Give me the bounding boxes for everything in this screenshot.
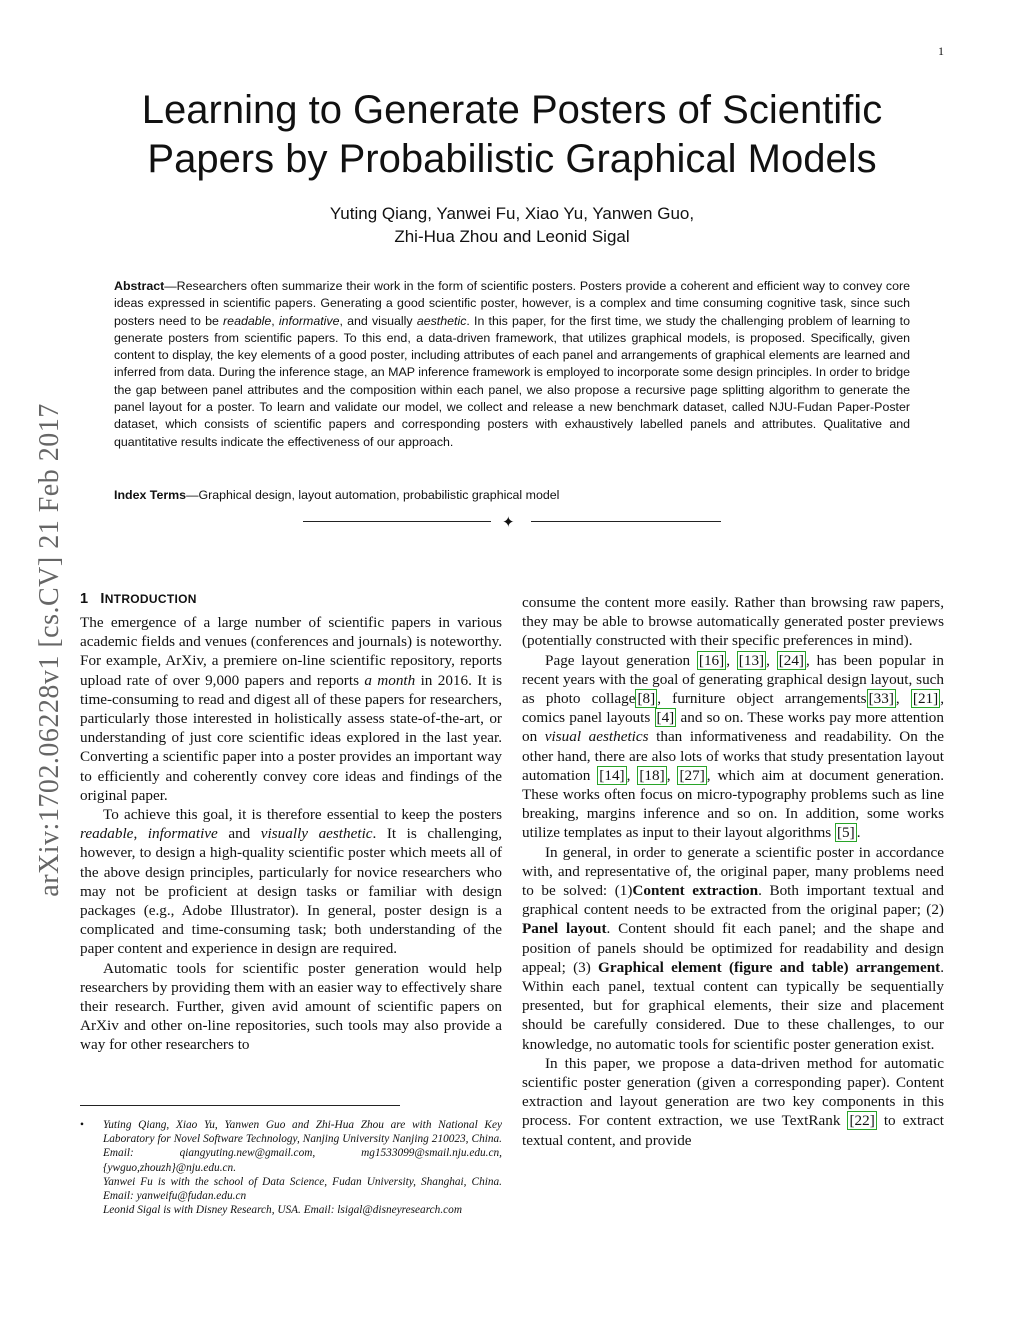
abstract-text: , <box>271 313 279 328</box>
footnote-line: Leonid Sigal is with Disney Research, USA. Email: lsigal@disneyresearch.com <box>103 1204 462 1217</box>
paragraph-text: The emergence of a large number of scientific papers in various academic fields and venues (conferences and journals) is noteworthy. For example, ArXiv, a premiere on-line scientific repository, reports upload rate of over 9,000 papers and reports <box>80 614 502 689</box>
paragraph-text: and so on. These works pay more attention on <box>522 709 944 746</box>
index-terms <box>114 487 910 504</box>
paragraph-text: , furniture object arrangements <box>657 690 867 708</box>
title-line-1: Learning to Generate Posters of Scientific <box>141 88 883 132</box>
section-title-cap: I <box>100 591 105 607</box>
abstract <box>114 278 910 451</box>
paragraph <box>80 805 502 959</box>
paragraph-text: Page layout generation <box>545 651 697 669</box>
paragraph-text: . <box>856 824 861 842</box>
citation-link[interactable]: [13] <box>738 651 765 669</box>
footnote-line: Yuting Qiang, Xiao Yu, Yanwen Guo and Zhi-Hua Zhou are with National Key Laboratory for Novel Software Technology, Nanjing University Nanjing 210023, China. Email: qiangyuting.new@gmail.com, mg1533099@smail.nju.edu.cn, {ywguo,zhouzh}@nju.edu.cn. <box>103 1119 502 1174</box>
paragraph-em: visually aesthetic <box>260 825 373 843</box>
divider-rule-right <box>531 521 721 522</box>
section-divider <box>303 512 721 532</box>
abstract-dash: — <box>164 279 177 293</box>
paragraph-em: visual aesthetics <box>544 728 649 746</box>
citation-link[interactable]: [4] <box>656 709 675 727</box>
left-column <box>80 591 502 1055</box>
citation-link[interactable]: [8] <box>637 690 656 708</box>
paragraph-strong: Graphical element (figure and table) arrangement <box>598 958 941 976</box>
footnote-rule <box>80 1105 400 1106</box>
index-terms-dash: — <box>186 488 199 502</box>
right-column <box>522 593 944 1150</box>
citation-link[interactable]: [16] <box>698 651 725 669</box>
citation-link[interactable]: [14] <box>599 766 625 784</box>
paragraph-text: , which aim at document generation. These works often focus on micro-typography problems such as line breaking, margins inference and so on. In addition, some works utilize templates as input to their layout algorithms <box>522 766 944 842</box>
abstract-label: Abstract <box>114 279 165 293</box>
citation-link[interactable]: [5] <box>836 824 855 842</box>
paragraph-text: In this paper, we propose a data-driven method for automatic scientific poster generation (given a corresponding paper). Content extraction and layout generation are two key components in this process. For content extraction, we use TextRank <box>522 1054 944 1130</box>
paragraph-text: , <box>626 766 638 784</box>
paragraph-text: , has been popular in recent years with the goal of generating graphical design layout, such as photo collage <box>522 651 945 708</box>
paragraph-text: . Content should fit each panel; and the shape and position of panels should be optimized for readability and design appeal; (3) <box>522 920 944 976</box>
divider-rule-left <box>303 521 491 522</box>
paragraph-text: , <box>766 651 777 669</box>
citation-link[interactable]: [24] <box>778 651 804 669</box>
index-terms-text: Graphical design, layout automation, probabilistic graphical model <box>198 488 560 502</box>
paragraph-text: , <box>895 690 911 708</box>
paragraph: consume the content more easily. Rather than browsing raw papers, they may be able to browse automatically generated poster previews (potentially constructed with their specific preferences in mind). <box>522 594 944 650</box>
paragraph-text: to extract textual content, and provide <box>522 1112 944 1149</box>
abstract-text: Researchers often summarize their work in the form of scientific posters. Posters provide a coherent and efficient way to convey core ideas expressed in scientific papers. Generating a good scientific poster, however, is a complex and time consuming cognitive task, since such posters need to be <box>114 279 910 328</box>
authors-line-2: Zhi-Hua Zhou and Leonid Sigal <box>394 226 630 246</box>
abstract-em: aesthetic <box>416 313 467 328</box>
paragraph-strong: Content extraction <box>632 882 759 900</box>
footnote-line: Yanwei Fu is with the school of Data Science, Fudan University, Shanghai, China. Email: yanweifu@fudan.edu.cn <box>103 1175 502 1203</box>
citation-link[interactable]: [22] <box>849 1112 875 1130</box>
paragraph <box>80 613 502 805</box>
section-title-rest: NTRODUCTION <box>104 592 197 606</box>
title-line-2: Papers by Probabilistic Graphical Models <box>147 136 877 181</box>
citation-link[interactable]: [18] <box>639 766 665 784</box>
arxiv-stamp: arXiv:1702.06228v1 [cs.CV] 21 Feb 2017 <box>34 403 65 897</box>
paragraph <box>522 1054 944 1150</box>
paper-title <box>112 86 912 184</box>
paragraph-text: . It is challenging, however, to design a high-quality scientific poster which meets all of the above design principles, particularly for novice researchers who may not be proficient at design tasks or familiar with design packages (e.g., Adobe Illustrator). In general, poster design is a complicated and time-consuming task; both understanding of the paper content and experience in design are required. <box>80 825 502 958</box>
divider-diamond-icon: ✦ <box>502 513 515 531</box>
footnote-bullet: • <box>80 1119 84 1131</box>
paragraph-text: To achieve this goal, it is therefore essential to keep the posters <box>103 806 502 824</box>
paragraph <box>522 651 944 843</box>
abstract-text: , and visually <box>339 313 417 328</box>
citation-link[interactable]: [33] <box>868 690 894 708</box>
paragraph-strong: Panel layout <box>522 920 607 938</box>
page-number: 1 <box>938 44 944 58</box>
paragraph-em: a month <box>364 671 416 689</box>
abstract-em: readable <box>223 313 272 328</box>
paragraph-text: in 2016. It is time-consuming to read and digest all of these papers for researchers, particularly those interested in holistically assess state-of-the-art, or understanding of just core scientific ideas explored in the last year. Converting a scientific paper into a poster provides an important way to efficiently and coherently convey core ideas and findings of the original paper. <box>80 671 502 804</box>
section-heading <box>80 591 502 607</box>
abstract-text: . In this paper, for the first time, we study the challenging problem of learning to generate posters from scientific papers. To this end, a data-driven framework, that utilizes graphical models, is proposed. Specifically, given content to display, the key elements of a good poster, including attributes of each panel and arrangements of graphical elements are learned and inferred from data. During the inference stage, an MAP inference framework is employed to incorporate some design principles. In order to bridge the gap between panel attributes and the composition within each panel, we also propose a recursive page splitting algorithm to generate the panel layout for a poster. To learn and validate our model, we collect and release a new benchmark dataset, called NJU-Fudan Paper-Poster dataset, which consists of scientific papers and corresponding posters with exhaustively labelled panels and attributes. Qualitative and quantitative results indicate the effectiveness of our approach. <box>114 313 911 449</box>
paragraph-em: readable <box>80 825 134 843</box>
index-terms-label: Index Terms <box>114 488 187 502</box>
abstract-em: informative <box>278 313 340 328</box>
paragraph-text: . Within each panel, textual content can typically be sequentially presented, but for graphical elements, their size and placement should be carefully considered. Due to these challenges, to our knowledge, no automatic tools for scientific poster generation exist. <box>522 958 944 1053</box>
author-list <box>112 203 912 249</box>
paragraph-em: informative <box>147 825 218 843</box>
section-number: 1 <box>80 591 89 607</box>
authors-line-1: Yuting Qiang, Yanwei Fu, Xiao Yu, Yanwen Guo, <box>329 204 695 223</box>
paragraph-text: . Both important textual and graphical content needs to be extracted from the original paper; (2) <box>522 882 944 919</box>
paragraph-text: , <box>666 766 678 784</box>
citation-link[interactable]: [27] <box>679 766 705 784</box>
paragraph-text: , <box>133 825 148 843</box>
paragraph-text: , <box>726 651 737 669</box>
paragraph <box>522 843 944 1054</box>
paragraph-text: In general, in order to generate a scientific poster in accordance with, and representative of, the original paper, many problems need to be solved: (1) <box>522 843 944 900</box>
paragraph-text: and <box>217 825 261 843</box>
paragraph-text: than informativeness and readability. On the other hand, there are also lots of works that study presentation layout automation <box>522 728 945 784</box>
citation-link[interactable]: [21] <box>912 690 939 708</box>
author-footnote <box>80 1118 502 1217</box>
paragraph-text: , comics panel layouts <box>522 690 944 727</box>
paragraph: Automatic tools for scientific poster generation would help researchers by providing them with an easier way to effectively share their research. Further, given avid amount of scientific papers on ArXiv and other on-line repositories, such tools may also provide a way for other researchers to <box>80 959 502 1054</box>
